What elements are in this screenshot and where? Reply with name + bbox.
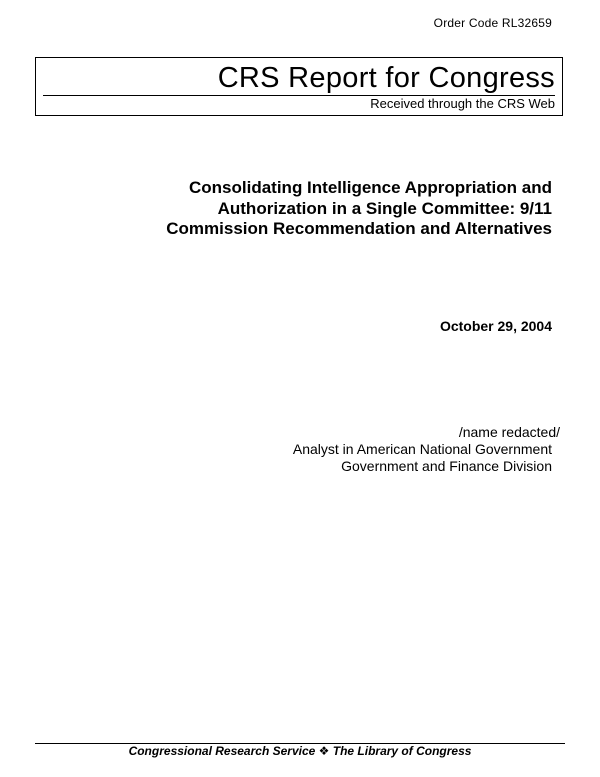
report-title-line: Consolidating Intelligence Appropriation and bbox=[189, 178, 552, 197]
report-title-line: Authorization in a Single Committee: 9/11 bbox=[217, 198, 552, 218]
report-title-line: Commission Recommendation and Alternatives bbox=[166, 219, 552, 238]
footer-text: Congressional Research Service ❖ The Library of Congress bbox=[128, 744, 472, 758]
author-block bbox=[293, 424, 560, 475]
author-position: Analyst in American National Government bbox=[292, 441, 552, 457]
masthead-title: CRS Report for Congress bbox=[217, 62, 555, 94]
report-masthead bbox=[35, 57, 563, 116]
author-division: Government and Finance Division bbox=[341, 458, 552, 474]
order-code: Order Code RL32659 bbox=[433, 16, 552, 30]
report-date: October 29, 2004 bbox=[439, 318, 552, 334]
masthead-subtitle: Received through the CRS Web bbox=[370, 96, 555, 111]
report-title bbox=[92, 178, 552, 240]
author-name: /name redacted/ bbox=[458, 424, 560, 440]
